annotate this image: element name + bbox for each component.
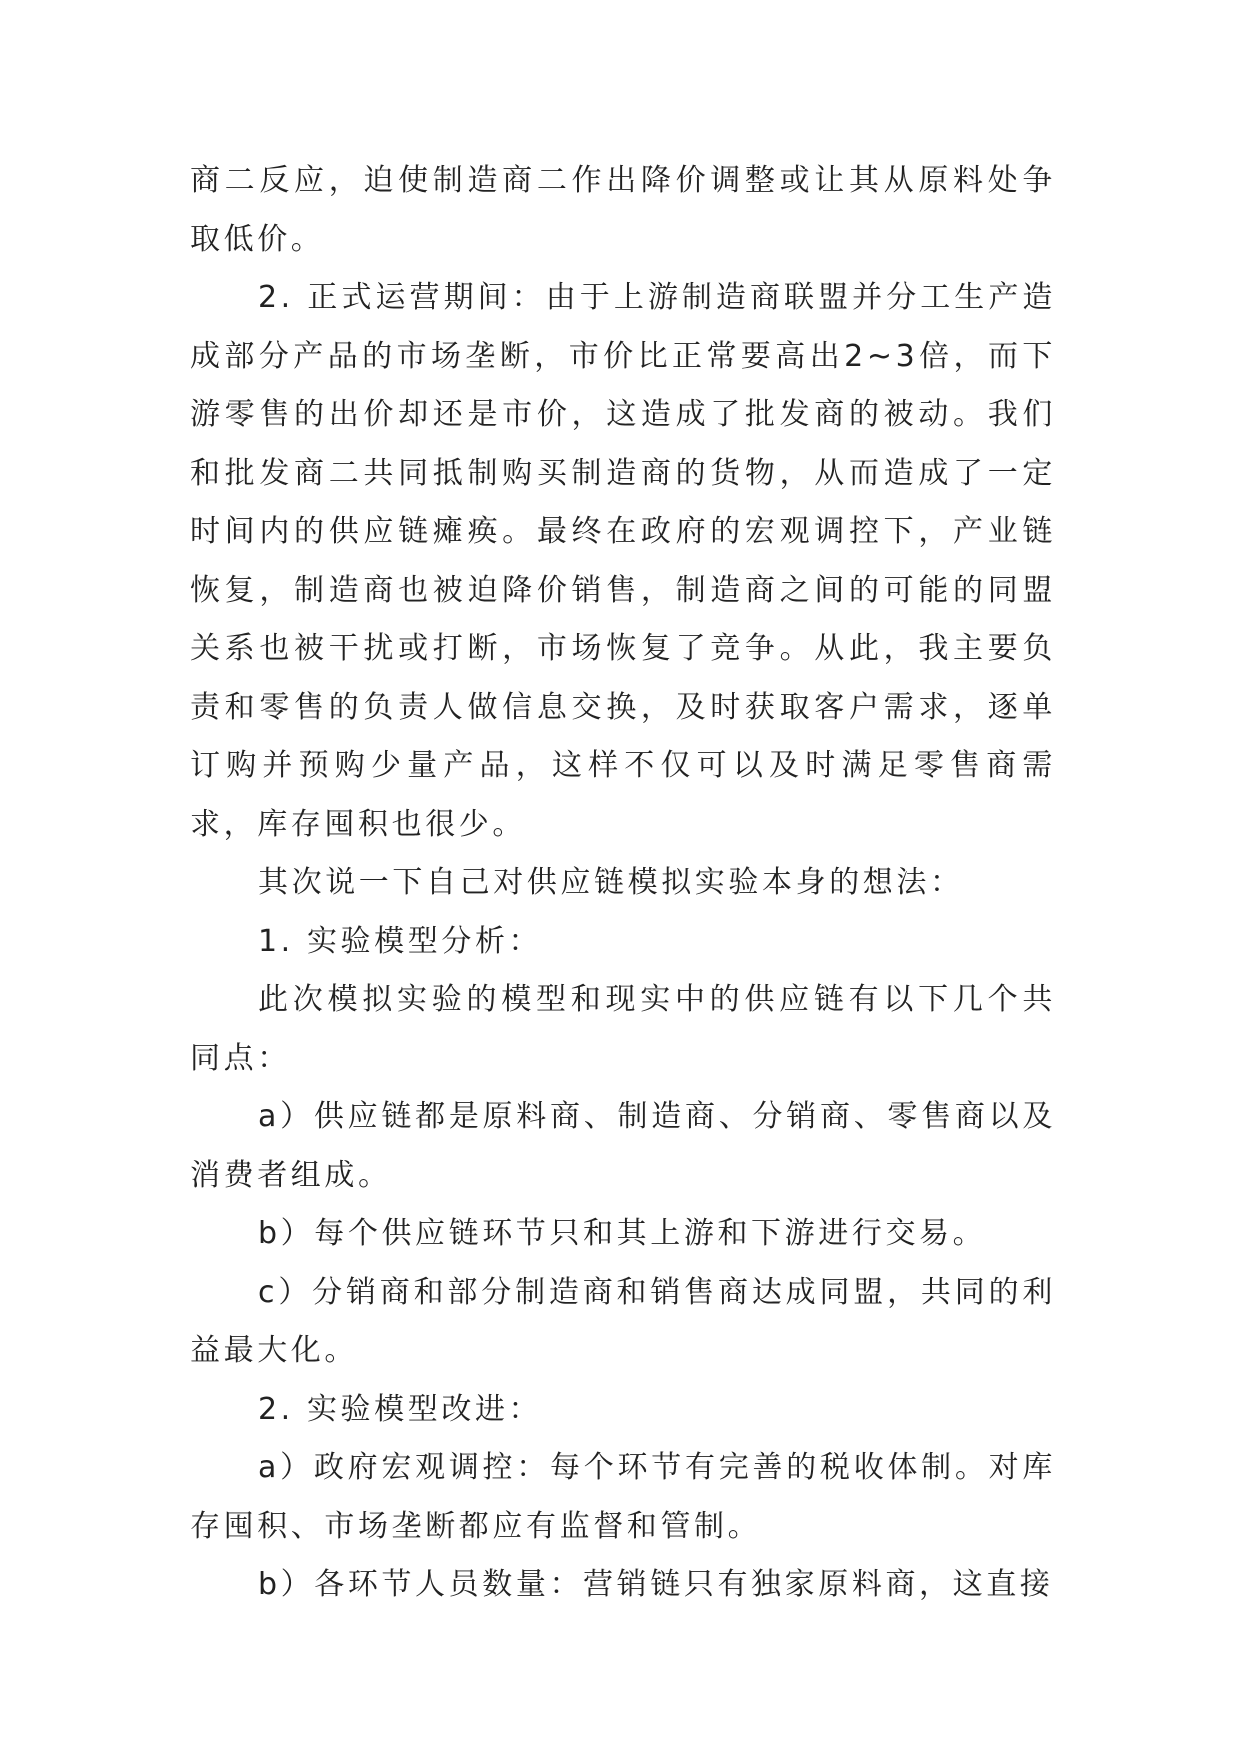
list-item-b-trading: b）每个供应链环节只和其上游和下游进行交易。 [258, 1216, 987, 1251]
list-item-b-personnel: b）各环节人员数量：营销链只有独家原料商，这直接 [258, 1567, 1054, 1602]
paragraph-continuation: 商二反应，迫使制造商二作出降价调整或让其从原料处争取低价。 [190, 163, 1056, 257]
section-heading-model-improvement: 2. 实验模型改进： [258, 1391, 543, 1427]
paragraph-formal-operation: 2. 正式运营期间：由于上游制造商联盟并分工生产造成部分产品的市场垄断，市价比正常要高出2~3倍，而下游零售的出价却还是市价，这造成了批发商的被动。我们和批发商二共同抵制购买制造商的货物，从而造成了一定时间内的供应链瘫痪。最终在政府的宏观调控下，产业链恢复，制造商也被迫降价销售，制造商之间的可能的同盟关系也被干扰或打断，市场恢复了竞争。从此，我主要负责和零售的负责人做信息交换，及时获取客户需求，逐单订购并预购少量产品，这样不仅可以及时满足零售商需求，库存囤积也很少。 [190, 280, 1056, 842]
paragraph-thoughts-intro: 其次说一下自己对供应链模拟实验本身的想法： [258, 865, 964, 900]
paragraph-common-points: 此次模拟实验的模型和现实中的供应链有以下几个共同点： [190, 982, 1056, 1076]
list-item-a-composition: a）供应链都是原料商、制造商、分销商、零售商以及消费者组成。 [190, 1099, 1056, 1193]
document-body [190, 152, 1056, 1615]
list-item-a-government: a）政府宏观调控：每个环节有完善的税收体制。对库存囤积、市场垄断都应有监督和管制。 [190, 1450, 1056, 1544]
section-heading-model-analysis: 1. 实验模型分析： [258, 923, 543, 959]
list-item-c-alliance: c）分销商和部分制造商和销售商达成同盟，共同的利益最大化。 [190, 1274, 1056, 1368]
